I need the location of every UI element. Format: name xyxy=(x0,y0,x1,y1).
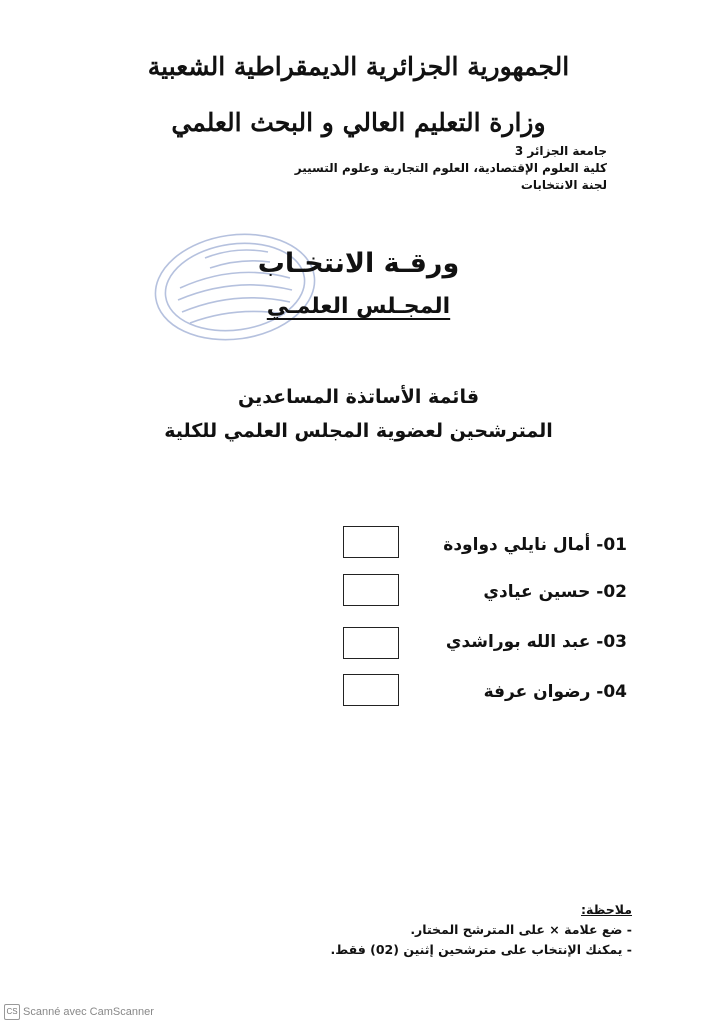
candidate-1-checkbox[interactable] xyxy=(343,526,399,558)
ballot-title: ورقـة الانتخـاب xyxy=(257,248,460,279)
candidate-3-label: 03- عبد الله بوراشدي xyxy=(445,632,627,652)
council-title xyxy=(0,294,717,319)
note-item: - ضع علامة × على المترشح المختار. xyxy=(410,922,632,937)
ministry-heading: وزارة التعليم العالي و البحث العلمي xyxy=(171,108,546,137)
notes-block xyxy=(212,900,632,960)
candidate-3-checkbox[interactable] xyxy=(343,627,399,659)
committee-name: لجنة الانتخابات xyxy=(520,178,607,192)
list-subtitle: المترشحين لعضوية المجلس العلمي للكلية xyxy=(164,420,553,442)
candidate-2-checkbox[interactable] xyxy=(343,574,399,606)
candidate-2-label: 02- حسين عيادي xyxy=(483,582,627,602)
note-item: - يمكنك الإنتخاب على مترشحين إثنين (02) فقط. xyxy=(330,942,632,957)
republic-heading: الجمهورية الجزائرية الديمقراطية الشعبية xyxy=(147,52,570,81)
university-name: جامعة الجزائر 3 xyxy=(514,144,607,158)
faculty-stamp-icon xyxy=(150,228,320,346)
faculty-name: كلية العلوم الإقتصادية، العلوم التجارية وعلوم التسيير xyxy=(294,161,607,175)
candidate-4-checkbox[interactable] xyxy=(343,674,399,706)
list-title: قائمة الأساتذة المساعدين xyxy=(237,386,480,408)
candidate-4-label: 04- رضوان عرفة xyxy=(483,682,627,702)
scanner-watermark xyxy=(4,1004,154,1020)
institution-block xyxy=(187,143,607,194)
council-title-text: المجـلس العلمـي xyxy=(266,294,451,319)
candidate-1-label: 01- أمال نايلي دواودة xyxy=(443,535,627,555)
scanner-text: Scanné avec CamScanner xyxy=(23,1006,154,1018)
notes-title: ملاحظة: xyxy=(581,902,632,917)
camscanner-logo-icon: CS xyxy=(4,1004,20,1020)
